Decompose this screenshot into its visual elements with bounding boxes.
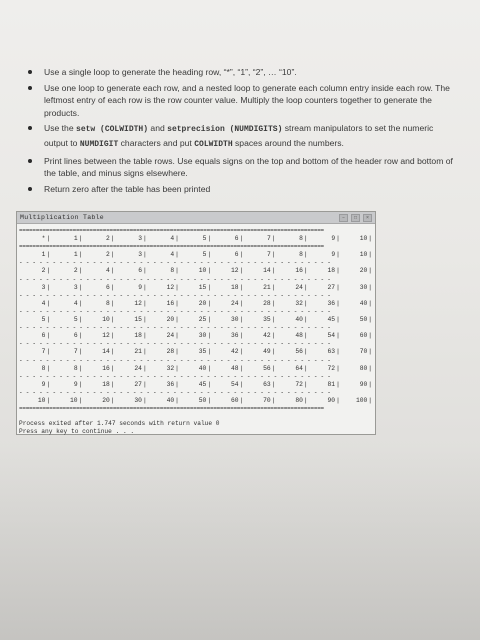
table-cell: 12 |: [116, 299, 148, 309]
separator-minus: - - - - - - - - - - - - - - - - - - - - - - - - - - - - - - - - - - - - - - - - - - - - - - -: [19, 357, 331, 364]
table-cell: 10 |: [180, 266, 212, 276]
separator-minus: - - - - - - - - - - - - - - - - - - - - - - - - - - - - - - - - - - - - - - - - - - - - - - -: [19, 341, 331, 348]
table-cell: 16 |: [148, 299, 180, 309]
instruction-text: stream manipulators to set the numeric output to: [44, 123, 434, 148]
table-cell: 20 |: [180, 299, 212, 309]
code-numdigit: NUMDIGIT: [79, 139, 119, 149]
instruction-text: Use one loop to generate each row, and a nested loop to generate each column entry inside each row. The leftmost entry of each row is the row counter value. Multiply the loop counters together to generate the products.: [44, 82, 450, 118]
separator-minus: - - - - - - - - - - - - - - - - - - - - - - - - - - - - - - - - - - - - - - - - - - - - - - -: [19, 373, 331, 380]
table-cell: 14 |: [83, 347, 115, 357]
instruction-item: [28, 155, 458, 180]
table-cell: 80 |: [341, 364, 373, 374]
table-cell: 64 |: [277, 364, 309, 374]
table-cell: 80 |: [277, 396, 309, 406]
console-output: [17, 224, 375, 435]
table-cell: 30 |: [341, 283, 373, 293]
table-cell: 45 |: [309, 315, 341, 325]
table-cell: 36 |: [309, 299, 341, 309]
close-icon[interactable]: ×: [363, 214, 372, 222]
table-cell: 56 |: [277, 347, 309, 357]
table-cell: 35 |: [244, 315, 276, 325]
table-cell: 21 |: [116, 347, 148, 357]
table-cell: 54 |: [309, 331, 341, 341]
table-cell: 8 |: [83, 299, 115, 309]
separator-minus: - - - - - - - - - - - - - - - - - - - - - - - - - - - - - - - - - - - - - - - - - - - - - - -: [19, 260, 331, 267]
table-cell: 3 |: [19, 283, 51, 293]
table-cell: 20 |: [83, 396, 115, 406]
table-cell: 12 |: [212, 266, 244, 276]
table-cell: 7 |: [19, 347, 51, 357]
maximize-icon[interactable]: □: [351, 214, 360, 222]
separator-equals: ===========================================================================================: [19, 228, 324, 234]
instruction-item: [28, 183, 458, 196]
table-cell: 24 |: [212, 299, 244, 309]
table-cell: 12 |: [148, 283, 180, 293]
table-cell: 70 |: [244, 396, 276, 406]
table-cell: 6 |: [19, 331, 51, 341]
table-cell: * |: [19, 234, 51, 244]
table-cell: 40 |: [148, 396, 180, 406]
table-cell: 1 |: [51, 234, 83, 244]
table-cell: 6 |: [51, 331, 83, 341]
instruction-text: and: [148, 123, 168, 134]
table-cell: 4 |: [148, 250, 180, 260]
table-cell: 18 |: [212, 283, 244, 293]
status-line: Process exited after 1.747 seconds with return value 0: [19, 420, 220, 428]
table-cell: 72 |: [277, 380, 309, 390]
table-cell: 3 |: [116, 234, 148, 244]
table-cell: 56 |: [244, 364, 276, 374]
instruction-text: Use a single loop to generate the heading row, “*”, “1”, “2”, … “10”.: [44, 67, 297, 77]
table-cell: 50 |: [341, 315, 373, 325]
table-row: [19, 250, 373, 260]
table-cell: 6 |: [116, 266, 148, 276]
table-cell: 3 |: [116, 250, 148, 260]
table-cell: 9 |: [309, 250, 341, 260]
instruction-list: [28, 66, 458, 198]
table-cell: 42 |: [244, 331, 276, 341]
table-cell: 18 |: [309, 266, 341, 276]
table-cell: 4 |: [51, 299, 83, 309]
table-cell: 10 |: [83, 315, 115, 325]
table-cell: 5 |: [51, 315, 83, 325]
table-cell: 15 |: [116, 315, 148, 325]
instruction-text: Print lines between the table rows. Use equals signs on the top and bottom of the header row and bottom of the table, and minus signs elsewhere.: [44, 155, 453, 179]
table-cell: 27 |: [116, 380, 148, 390]
minimize-icon[interactable]: –: [339, 214, 348, 222]
bullet-icon: [28, 159, 32, 163]
table-cell: 42 |: [212, 347, 244, 357]
table-cell: 60 |: [212, 396, 244, 406]
bullet-icon: [28, 126, 32, 130]
bullet-icon: [28, 86, 32, 90]
separator-minus: - - - - - - - - - - - - - - - - - - - - - - - - - - - - - - - - - - - - - - - - - - - - - - -: [19, 325, 331, 332]
table-cell: 5 |: [180, 250, 212, 260]
table-cell: 4 |: [19, 299, 51, 309]
table-cell: 70 |: [341, 347, 373, 357]
table-cell: 8 |: [51, 364, 83, 374]
table-cell: 1 |: [19, 250, 51, 260]
table-cell: 18 |: [83, 380, 115, 390]
table-cell: 8 |: [277, 250, 309, 260]
table-cell: 9 |: [116, 283, 148, 293]
table-cell: 100 |: [341, 396, 373, 406]
table-cell: 25 |: [180, 315, 212, 325]
table-cell: 28 |: [244, 299, 276, 309]
table-cell: 63 |: [244, 380, 276, 390]
window-controls: [339, 214, 372, 222]
table-row: [19, 266, 373, 276]
table-cell: 81 |: [309, 380, 341, 390]
table-cell: 20 |: [341, 266, 373, 276]
bullet-icon: [28, 70, 32, 74]
separator-minus: - - - - - - - - - - - - - - - - - - - - - - - - - - - - - - - - - - - - - - - - - - - - - - -: [19, 276, 331, 283]
table-cell: 7 |: [244, 250, 276, 260]
table-cell: 8 |: [19, 364, 51, 374]
table-cell: 72 |: [309, 364, 341, 374]
separator-equals: ===========================================================================================: [19, 244, 324, 251]
table-cell: 2 |: [83, 234, 115, 244]
instruction-item: [28, 82, 458, 120]
table-header-row: [19, 234, 373, 244]
table-cell: 1 |: [51, 250, 83, 260]
table-cell: 30 |: [212, 315, 244, 325]
table-cell: 90 |: [341, 380, 373, 390]
table-cell: 18 |: [116, 331, 148, 341]
instruction-item: [28, 66, 458, 79]
table-cell: 8 |: [148, 266, 180, 276]
paper-shadow: [0, 445, 480, 640]
table-cell: 7 |: [51, 347, 83, 357]
table-cell: 32 |: [277, 299, 309, 309]
separator-minus: - - - - - - - - - - - - - - - - - - - - - - - - - - - - - - - - - - - - - - - - - - - - - - -: [19, 308, 331, 315]
table-cell: 2 |: [83, 250, 115, 260]
table-cell: 45 |: [180, 380, 212, 390]
table-cell: 36 |: [212, 331, 244, 341]
table-row: [19, 347, 373, 357]
table-cell: 10 |: [341, 234, 373, 244]
table-cell: 4 |: [148, 234, 180, 244]
console-title: Multiplication Table: [20, 214, 105, 221]
code-colwidth: COLWIDTH: [194, 139, 233, 149]
table-cell: 10 |: [51, 396, 83, 406]
separator-minus: - - - - - - - - - - - - - - - - - - - - - - - - - - - - - - - - - - - - - - - - - - - - - - -: [19, 292, 331, 299]
table-cell: 2 |: [19, 266, 51, 276]
table-cell: 50 |: [180, 396, 212, 406]
table-body: [19, 250, 373, 406]
table-cell: 7 |: [244, 234, 276, 244]
table-cell: 6 |: [212, 250, 244, 260]
table-cell: 40 |: [277, 315, 309, 325]
table-row: [19, 364, 373, 374]
instruction-text: Use the: [44, 123, 77, 134]
table-cell: 35 |: [180, 347, 212, 357]
console-titlebar[interactable]: [17, 212, 375, 224]
table-cell: 5 |: [180, 234, 212, 244]
table-cell: 14 |: [244, 266, 276, 276]
table-cell: 4 |: [83, 266, 115, 276]
table-cell: 24 |: [148, 331, 180, 341]
console-window[interactable]: [16, 211, 376, 435]
table-cell: 3 |: [51, 283, 83, 293]
table-cell: 5 |: [19, 315, 51, 325]
prompt-line: Press any key to continue . . .: [19, 427, 135, 435]
table-cell: 15 |: [180, 283, 212, 293]
code-setprecision: setprecision (NUMDIGITS): [167, 125, 283, 135]
table-cell: 49 |: [244, 347, 276, 357]
bullet-icon: [28, 187, 32, 191]
table-cell: 6 |: [83, 283, 115, 293]
table-cell: 6 |: [212, 234, 244, 244]
table-row: [19, 380, 373, 390]
table-cell: 32 |: [148, 364, 180, 374]
table-cell: 8 |: [277, 234, 309, 244]
console-status: [19, 420, 373, 435]
table-cell: 10 |: [341, 250, 373, 260]
table-cell: 9 |: [51, 380, 83, 390]
table-cell: 16 |: [83, 364, 115, 374]
table-cell: 48 |: [277, 331, 309, 341]
table-cell: 60 |: [341, 331, 373, 341]
table-cell: 20 |: [148, 315, 180, 325]
instruction-text: characters and put: [118, 137, 195, 148]
instruction-text: Return zero after the table has been printed: [44, 183, 211, 194]
table-cell: 24 |: [116, 364, 148, 374]
instruction-text: spaces around the numbers.: [232, 137, 344, 148]
table-cell: 27 |: [309, 283, 341, 293]
table-cell: 9 |: [309, 234, 341, 244]
code-setw: setw (COLWIDTH): [76, 125, 149, 135]
table-cell: 16 |: [277, 266, 309, 276]
table-row: [19, 299, 373, 309]
table-cell: 36 |: [148, 380, 180, 390]
table-cell: 10 |: [19, 396, 51, 406]
table-cell: 30 |: [180, 331, 212, 341]
table-row: [19, 396, 373, 406]
separator-equals: ===========================================================================================: [19, 406, 324, 413]
table-cell: 63 |: [309, 347, 341, 357]
table-cell: 12 |: [83, 331, 115, 341]
table-cell: 21 |: [244, 283, 276, 293]
table-cell: 90 |: [309, 396, 341, 406]
table-row: [19, 315, 373, 325]
table-row: [19, 331, 373, 341]
instruction-item: [28, 122, 458, 151]
table-cell: 40 |: [180, 364, 212, 374]
table-cell: 30 |: [116, 396, 148, 406]
table-cell: 54 |: [212, 380, 244, 390]
table-cell: 9 |: [19, 380, 51, 390]
table-cell: 24 |: [277, 283, 309, 293]
table-cell: 48 |: [212, 364, 244, 374]
table-cell: 40 |: [341, 299, 373, 309]
table-row: [19, 283, 373, 293]
table-cell: 28 |: [148, 347, 180, 357]
table-cell: 2 |: [51, 266, 83, 276]
separator-minus: - - - - - - - - - - - - - - - - - - - - - - - - - - - - - - - - - - - - - - - - - - - - - - -: [19, 389, 331, 396]
